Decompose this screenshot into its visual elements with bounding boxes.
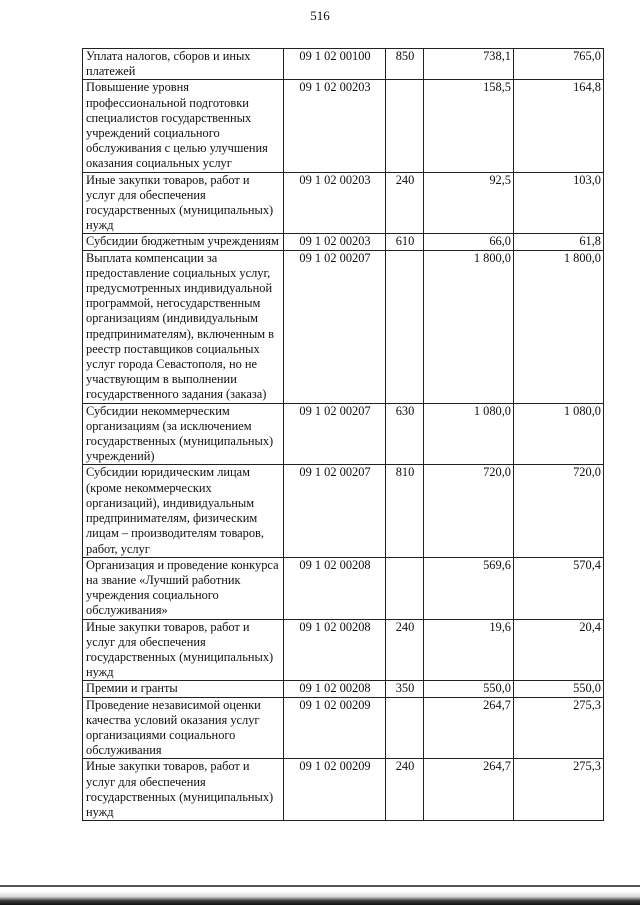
- row-code: 09 1 02 00209: [284, 697, 386, 759]
- row-name: Иные закупки товаров, работ и услуг для обеспечения государственных (муниципальных) нужд: [83, 619, 284, 681]
- table-row: [83, 619, 604, 681]
- row-code: 09 1 02 00209: [284, 759, 386, 821]
- row-amount-1: 19,6: [424, 619, 514, 681]
- row-name: Иные закупки товаров, работ и услуг для обеспечения государственных (муниципальных) нужд: [83, 172, 284, 234]
- row-name: Организация и проведение конкурса на звание «Лучший работник учреждения социального обслуживания»: [83, 557, 284, 619]
- row-code: 09 1 02 00207: [284, 465, 386, 557]
- row-amount-2: 720,0: [514, 465, 604, 557]
- table-row: [83, 759, 604, 821]
- table-row: [83, 697, 604, 759]
- row-amount-2: 1 080,0: [514, 403, 604, 465]
- row-expense-type: 610: [386, 234, 424, 250]
- row-name: Выплата компенсации за предоставление социальных услуг, предусмотренных индивидуальной программой, негосударственным организациям (индивидуальным предпринимателям), включенным в реестр поставщиков социальных услуг города Севастополя, но не участвующим в выполнении государственного задания (заказа): [83, 250, 284, 403]
- row-name: Субсидии некоммерческим организациям (за исключением государственных (муниципальных) учреждений): [83, 403, 284, 465]
- table-row: [83, 557, 604, 619]
- row-name: Повышение уровня профессиональной подготовки специалистов государственных учреждений социального обслуживания с целью улучшения оказания социальных услуг: [83, 80, 284, 172]
- table-row: [83, 250, 604, 403]
- row-name: Субсидии юридическим лицам (кроме некоммерческих организаций), индивидуальным предпринимателям, физическим лицам – производителям товаров, работ, услуг: [83, 465, 284, 557]
- table-row: [83, 172, 604, 234]
- table-row: [83, 681, 604, 697]
- row-code: 09 1 02 00207: [284, 250, 386, 403]
- row-expense-type: 630: [386, 403, 424, 465]
- row-code: 09 1 02 00208: [284, 557, 386, 619]
- budget-table: [82, 48, 604, 821]
- row-amount-1: 66,0: [424, 234, 514, 250]
- table-row: [83, 403, 604, 465]
- row-name: Уплата налогов, сборов и иных платежей: [83, 49, 284, 80]
- row-expense-type: 850: [386, 49, 424, 80]
- row-amount-1: 550,0: [424, 681, 514, 697]
- scan-artifact-edge: [0, 891, 640, 905]
- row-name: Премии и гранты: [83, 681, 284, 697]
- row-expense-type: 240: [386, 172, 424, 234]
- row-expense-type: 350: [386, 681, 424, 697]
- row-expense-type: [386, 697, 424, 759]
- row-expense-type: [386, 250, 424, 403]
- row-code: 09 1 02 00203: [284, 80, 386, 172]
- row-amount-2: 275,3: [514, 697, 604, 759]
- row-amount-2: 550,0: [514, 681, 604, 697]
- row-name: Субсидии бюджетным учреждениям: [83, 234, 284, 250]
- row-amount-2: 1 800,0: [514, 250, 604, 403]
- row-code: 09 1 02 00208: [284, 681, 386, 697]
- row-expense-type: 240: [386, 619, 424, 681]
- row-amount-1: 264,7: [424, 697, 514, 759]
- row-name: Проведение независимой оценки качества условий оказания услуг организациями социального обслуживания: [83, 697, 284, 759]
- table-row: [83, 234, 604, 250]
- table-row: [83, 465, 604, 557]
- row-amount-1: 569,6: [424, 557, 514, 619]
- row-amount-1: 1 080,0: [424, 403, 514, 465]
- scan-artifact-line: [0, 885, 640, 887]
- row-amount-1: 738,1: [424, 49, 514, 80]
- row-amount-1: 720,0: [424, 465, 514, 557]
- row-amount-1: 264,7: [424, 759, 514, 821]
- row-code: 09 1 02 00203: [284, 234, 386, 250]
- row-code: 09 1 02 00100: [284, 49, 386, 80]
- table-row: [83, 80, 604, 172]
- table-row: [83, 49, 604, 80]
- row-amount-2: 20,4: [514, 619, 604, 681]
- row-amount-2: 164,8: [514, 80, 604, 172]
- row-amount-1: 92,5: [424, 172, 514, 234]
- row-expense-type: [386, 557, 424, 619]
- row-amount-2: 570,4: [514, 557, 604, 619]
- row-code: 09 1 02 00207: [284, 403, 386, 465]
- row-amount-2: 103,0: [514, 172, 604, 234]
- row-expense-type: 810: [386, 465, 424, 557]
- row-amount-2: 61,8: [514, 234, 604, 250]
- row-code: 09 1 02 00208: [284, 619, 386, 681]
- row-amount-2: 275,3: [514, 759, 604, 821]
- row-code: 09 1 02 00203: [284, 172, 386, 234]
- row-amount-1: 158,5: [424, 80, 514, 172]
- row-name: Иные закупки товаров, работ и услуг для обеспечения государственных (муниципальных) нужд: [83, 759, 284, 821]
- row-amount-1: 1 800,0: [424, 250, 514, 403]
- row-expense-type: 240: [386, 759, 424, 821]
- row-expense-type: [386, 80, 424, 172]
- row-amount-2: 765,0: [514, 49, 604, 80]
- page-number: 516: [310, 8, 330, 23]
